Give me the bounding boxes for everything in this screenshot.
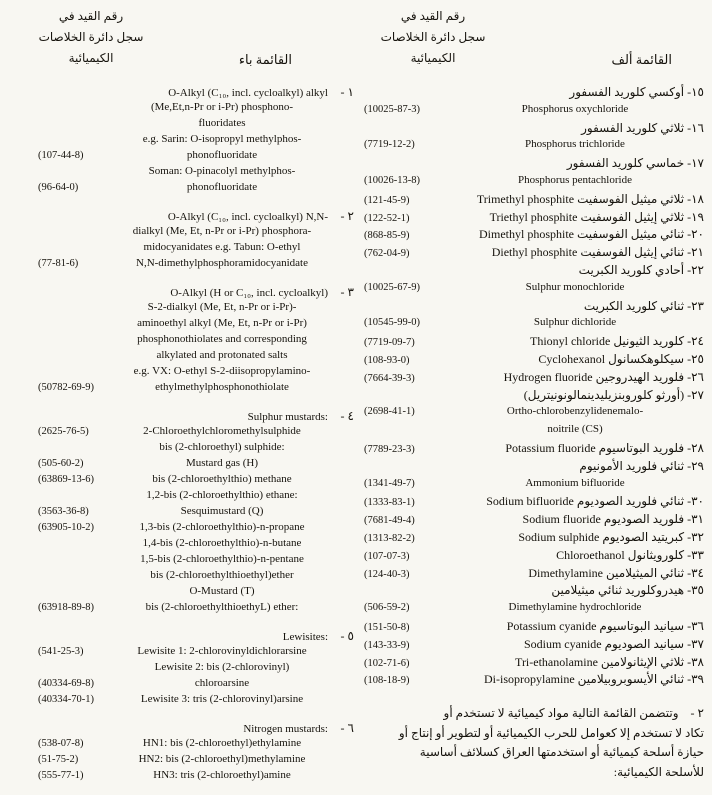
cas-number: (40334-69-8) bbox=[38, 678, 94, 689]
line-text: ٢٠- ثنائي ميثيل الفوسفيت Dimethyl phosphite bbox=[478, 227, 704, 242]
line-text: ٢٢- أحادي كلوريد الكبريت bbox=[578, 262, 704, 277]
entry-line bbox=[358, 637, 706, 655]
cas-number: (151-50-8) bbox=[364, 621, 410, 633]
entry-line bbox=[8, 693, 354, 709]
line-text: bis (2-chloroethylthioethyl)ether bbox=[150, 569, 294, 581]
line-text: ١٦- ثلاثي كلوريد الفسفور bbox=[581, 120, 704, 135]
list-alif-rows bbox=[358, 85, 706, 690]
entry-line bbox=[358, 245, 706, 263]
cas-number: (124-40-3) bbox=[364, 568, 410, 580]
entry-line bbox=[358, 316, 706, 334]
entry-line bbox=[8, 769, 354, 785]
line-text: phosphonothiolates and corresponding bbox=[137, 333, 307, 345]
entry-line bbox=[8, 301, 354, 317]
entry-line bbox=[8, 505, 354, 521]
cas-registry-label-line: الكيميائية bbox=[410, 51, 456, 65]
cas-number: (10545-99-0) bbox=[364, 317, 420, 329]
entry-line bbox=[358, 156, 706, 174]
line-text: (Me,Et,n-Pr or i-Pr) phosphono- bbox=[150, 101, 294, 113]
line-text: HN1: bis (2-chloroethyl)ethylamine bbox=[142, 737, 302, 749]
entry-line bbox=[358, 583, 706, 601]
cas-registry-label-line: الكيميائية bbox=[68, 51, 114, 65]
line-text: e.g. Sarin: O-isopropyl methylphos- bbox=[142, 133, 302, 145]
line-text: 2-Chloroethylchloromethylsulphide bbox=[143, 425, 301, 437]
line-text: O-Alkyl (H or C₁₀, incl. cycloalkyl) bbox=[170, 287, 328, 299]
line-text: Sulphur monochloride bbox=[525, 280, 625, 293]
line-text: Ammonium bifluoride bbox=[525, 476, 625, 489]
line-text: Lewisite 2: bis (2-chlorovinyl) bbox=[154, 661, 290, 673]
entry-line bbox=[8, 521, 354, 537]
entry-number: ١ - bbox=[340, 85, 354, 99]
list-alif-header bbox=[358, 6, 706, 69]
paragraph-item-number: ٢ - bbox=[690, 706, 704, 721]
entry-line bbox=[358, 334, 706, 352]
line-text: 1,3-bis (2-chloroethylthio)-n-propane bbox=[139, 521, 305, 533]
entry-line bbox=[8, 241, 354, 257]
cas-number: (10025-87-3) bbox=[364, 103, 420, 115]
entry-line bbox=[358, 103, 706, 121]
paragraph-line: للأسلحة الكيميائية: bbox=[613, 764, 704, 779]
line-text: ٣٠- ثنائي فلوريد الصوديوم Sodium bifluoride bbox=[486, 494, 704, 509]
cas-registry-label bbox=[368, 6, 498, 69]
entry-line bbox=[358, 672, 706, 690]
column-list-alif bbox=[358, 6, 706, 782]
entry-line bbox=[358, 370, 706, 388]
entry-line bbox=[8, 601, 354, 617]
line-text: ٢٧- (أورثو كلوروبنزيليدينمالونونيتريل) bbox=[523, 387, 704, 402]
line-text: midocyanidates e.g. Tabun: O-ethyl bbox=[143, 241, 301, 253]
entry-line bbox=[358, 388, 706, 406]
cas-number: (762-04-9) bbox=[364, 248, 410, 260]
entry-line bbox=[8, 569, 354, 585]
line-text: bis (2-chloroethylthioethyL) ether: bbox=[145, 601, 299, 613]
line-text: Ortho-chlorobenzylidenemalo- bbox=[506, 405, 644, 418]
line-text: e.g. VX: O-ethyl S-2-diisopropylamino- bbox=[133, 365, 311, 377]
line-text: ethylmethylphosphonothiolate bbox=[155, 381, 289, 393]
line-text: Sulphur mustards: bbox=[247, 411, 328, 423]
cas-number: (538-07-8) bbox=[38, 738, 84, 749]
cas-number: (40334-70-1) bbox=[38, 694, 94, 705]
cas-registry-label-line: سجل دائرة الخلاصات bbox=[38, 30, 144, 44]
entry-line bbox=[358, 281, 706, 299]
cas-registry-label-line: رقم القيد في bbox=[400, 9, 466, 23]
entry-line bbox=[8, 349, 354, 365]
line-text: N,N-dimethylphosphoramidocyanidate bbox=[136, 257, 308, 269]
line-text: fluoridates bbox=[198, 117, 246, 129]
list-alif-title: القائمة ألف bbox=[611, 52, 672, 67]
cas-number: (63918-89-8) bbox=[38, 602, 94, 613]
entry-line bbox=[358, 85, 706, 103]
cas-number: (51-75-2) bbox=[38, 754, 79, 765]
cas-number: (2698-41-1) bbox=[364, 406, 415, 418]
entry-line bbox=[358, 121, 706, 139]
entry-line bbox=[358, 566, 706, 584]
line-text: Phosphorus trichloride bbox=[525, 138, 625, 151]
line-text: 1,4-bis (2-chloroethylthio)-n-butane bbox=[142, 537, 302, 549]
entry-line bbox=[358, 405, 706, 423]
paragraph-line: حيازة أسلحة كيميائية أو استخدمتها العراق كسلائف أساسية bbox=[419, 745, 704, 760]
line-text: 1,2-bis (2-chloroethylthio) ethane: bbox=[146, 489, 298, 501]
entry-line bbox=[358, 619, 706, 637]
cas-registry-label-line: سجل دائرة الخلاصات bbox=[380, 30, 486, 44]
cas-number: (1313-82-2) bbox=[364, 532, 415, 544]
line-text: 1,5-bis (2-chloroethylthio)-n-pentane bbox=[140, 553, 304, 565]
list-ba-title: القائمة باء bbox=[238, 52, 292, 67]
entry-line bbox=[358, 174, 706, 192]
line-text: Phosphorus pentachloride bbox=[518, 173, 632, 186]
entry-line bbox=[358, 263, 706, 281]
line-text: bis (2-chloroethyl) sulphide: bbox=[159, 441, 285, 453]
cas-number: (121-45-9) bbox=[364, 194, 410, 206]
entry-number: ٦ - bbox=[340, 721, 354, 735]
entry-number: ٥ - bbox=[340, 629, 354, 643]
entry-line bbox=[8, 537, 354, 553]
column-list-ba bbox=[8, 6, 354, 785]
entry-line bbox=[8, 85, 354, 101]
line-text: aminoethyl alkyl (Me, Et, n-Pr or i-Pr) bbox=[137, 317, 307, 329]
entry-line bbox=[358, 423, 706, 441]
entry-line bbox=[358, 655, 706, 673]
cas-number: (7664-39-3) bbox=[364, 372, 415, 384]
line-text: ٢٣- ثنائي كلوريد الكبريت bbox=[583, 298, 704, 313]
entry-line bbox=[358, 530, 706, 548]
line-text: Dimethylamine hydrochloride bbox=[508, 601, 642, 614]
entry-line bbox=[8, 317, 354, 333]
line-text: ١٧- خماسي كلوريد الفسفور bbox=[566, 156, 704, 171]
line-text: ٣٨- ثلاثي الإيثانولامين Tri-ethanolamine bbox=[515, 654, 704, 669]
paragraph-line: تكاد لا تستخدم إلا كعوامل للحرب الكيميائية أو لتطوير أو إنتاج أو bbox=[398, 725, 704, 740]
line-text: bis (2-chloroethylthio) methane bbox=[152, 473, 292, 485]
line-text: phonofluoridate bbox=[186, 181, 258, 193]
cas-number: (1341-49-7) bbox=[364, 477, 415, 489]
line-text: O-Alkyl (C₁₀, incl. cycloalkyl) alkyl bbox=[168, 87, 328, 99]
cas-number: (96-64-0) bbox=[38, 182, 79, 193]
list-ba-rows bbox=[8, 85, 354, 785]
entry-line bbox=[8, 677, 354, 693]
entry-line bbox=[8, 333, 354, 349]
line-text: ٢٦- فلوريد الهيدروجين Hydrogen fluoride bbox=[503, 369, 704, 384]
cas-number: (122-52-1) bbox=[364, 212, 410, 224]
entry-line bbox=[8, 489, 354, 505]
entry-line bbox=[8, 117, 354, 133]
cas-number: (555-77-1) bbox=[38, 770, 84, 781]
line-text: ٣٦- سيانيد البوتاسيوم Potassium cyanide bbox=[506, 618, 704, 633]
entry-line bbox=[8, 165, 354, 181]
entry-number: ٤ - bbox=[340, 409, 354, 423]
line-text: HN2: bis (2-chloroethyl)methylamine bbox=[138, 753, 306, 765]
entry-line bbox=[8, 721, 354, 737]
entry-line bbox=[358, 512, 706, 530]
entry-line bbox=[8, 585, 354, 601]
line-text: O-Alkyl (C₁₀, incl. cycloalkyl) N,N- bbox=[167, 211, 328, 223]
entry-line bbox=[8, 381, 354, 397]
line-text: Phosphorus oxychloride bbox=[521, 102, 629, 115]
entry-line bbox=[8, 225, 354, 241]
entry-line bbox=[8, 441, 354, 457]
entry-line bbox=[8, 457, 354, 473]
entry-line bbox=[358, 548, 706, 566]
entry-line bbox=[8, 209, 354, 225]
entry-line bbox=[8, 181, 354, 197]
entry-line bbox=[358, 138, 706, 156]
entry-line bbox=[358, 477, 706, 495]
line-text: S-2-dialkyl (Me, Et, n-Pr or i-Pr)- bbox=[147, 301, 297, 313]
entry-line bbox=[358, 459, 706, 477]
line-text: ٣٥- هيدروكلوريد ثنائي ميثيلامين bbox=[551, 583, 704, 598]
line-text: O-Mustard (T) bbox=[189, 585, 255, 597]
cas-number: (10025-67-9) bbox=[364, 281, 420, 293]
line-text: ٣٧- سيانيد الصوديوم Sodium cyanide bbox=[523, 636, 704, 651]
line-text: Lewisite 3: tris (2-chlorovinyl)arsine bbox=[140, 693, 304, 705]
line-text: HN3: tris (2-chloroethyl)amine bbox=[153, 769, 291, 781]
line-text: ٣٣- كلورويثانول Chloroethanol bbox=[556, 547, 704, 562]
line-text: Sesquimustard (Q) bbox=[180, 505, 264, 517]
cas-number: (108-18-9) bbox=[364, 675, 410, 687]
entry-line bbox=[8, 101, 354, 117]
cas-number: (3563-36-8) bbox=[38, 506, 89, 517]
entry-line bbox=[8, 365, 354, 381]
entry-line bbox=[8, 257, 354, 273]
entry-line bbox=[8, 409, 354, 425]
cas-number: (7719-09-7) bbox=[364, 337, 415, 349]
entry-line bbox=[358, 299, 706, 317]
line-text: ٣١- فلوريد الصوديوم Sodium fluoride bbox=[522, 512, 704, 527]
cas-number: (868-85-9) bbox=[364, 230, 410, 242]
line-text: ٣٩- ثنائي الأيسوبروبيلامين Di-isopropylamine bbox=[484, 672, 704, 687]
entry-line bbox=[8, 473, 354, 489]
line-text: Lewisite 1: 2-chlorovinyldichlorarsine bbox=[137, 645, 307, 657]
entry-line bbox=[358, 227, 706, 245]
line-text: noitrile (CS) bbox=[547, 423, 603, 436]
cas-number: (506-59-2) bbox=[364, 602, 410, 614]
line-text: Soman: O-pinacolyl methylphos- bbox=[148, 165, 296, 177]
entry-line bbox=[8, 661, 354, 677]
cas-number: (107-07-3) bbox=[364, 550, 410, 562]
line-text: Lewisites: bbox=[282, 631, 328, 643]
cas-number: (7719-12-2) bbox=[364, 139, 415, 151]
entry-line bbox=[358, 441, 706, 459]
list-ba-header bbox=[8, 6, 354, 69]
entry-line bbox=[358, 352, 706, 370]
closing-paragraph bbox=[358, 704, 706, 782]
entry-line bbox=[8, 553, 354, 569]
line-text: Nitrogen mustards: bbox=[243, 723, 328, 735]
line-text: ٢٨- فلوريد البوتاسيوم Potassium fluoride bbox=[505, 440, 704, 455]
line-text: Sulphur dichloride bbox=[533, 316, 617, 329]
cas-number: (2625-76-5) bbox=[38, 426, 89, 437]
entry-line bbox=[8, 285, 354, 301]
cas-number: (108-93-0) bbox=[364, 354, 410, 366]
entry-number: ٣ - bbox=[340, 285, 354, 299]
cas-number: (63869-13-6) bbox=[38, 474, 94, 485]
line-text: ٢٩- ثنائي فلوريد الأمونيوم bbox=[579, 458, 704, 473]
line-text: dialkyl (Me, Et, n-Pr or i-Pr) phosphora- bbox=[132, 225, 312, 237]
line-text: Mustard gas (H) bbox=[185, 457, 259, 469]
line-text: ٢١- ثنائي إيثيل الفوسفيت Diethyl phosphite bbox=[491, 245, 704, 260]
entry-line bbox=[8, 737, 354, 753]
cas-number: (143-33-9) bbox=[364, 639, 410, 651]
entry-line bbox=[358, 192, 706, 210]
cas-registry-label bbox=[26, 6, 156, 69]
line-text: ١٨- ثلاثي ميثيل الفوسفيت Trimethyl phosphite bbox=[476, 191, 704, 206]
line-text: ٢٤- كلوريد الثيونيل Thionyl chloride bbox=[529, 334, 704, 349]
entry-line bbox=[8, 753, 354, 769]
cas-number: (7681-49-4) bbox=[364, 515, 415, 527]
cas-number: (10026-13-8) bbox=[364, 174, 420, 186]
entry-line bbox=[8, 645, 354, 661]
cas-number: (541-25-3) bbox=[38, 646, 84, 657]
line-text: ٣٢- كبريتيد الصوديوم Sodium sulphide bbox=[518, 529, 704, 544]
cas-number: (505-60-2) bbox=[38, 458, 84, 469]
entry-line bbox=[358, 210, 706, 228]
line-text: ١٥- أوكسي كلوريد الفسفور bbox=[569, 85, 704, 99]
cas-number: (77-81-6) bbox=[38, 258, 79, 269]
entry-line bbox=[8, 425, 354, 441]
entry-line bbox=[8, 149, 354, 165]
entry-number: ٢ - bbox=[340, 209, 354, 223]
cas-number: (7789-23-3) bbox=[364, 443, 415, 455]
cas-number: (102-71-6) bbox=[364, 657, 410, 669]
line-text: chloroarsine bbox=[194, 677, 250, 689]
cas-number: (50782-69-9) bbox=[38, 382, 94, 393]
entry-line bbox=[358, 601, 706, 619]
line-text: phonofluoridate bbox=[186, 149, 258, 161]
entry-line bbox=[8, 133, 354, 149]
entry-line bbox=[8, 629, 354, 645]
line-text: ٣٤- ثنائي الميثيلامين Dimethylamine bbox=[528, 565, 704, 580]
cas-number: (107-44-8) bbox=[38, 150, 84, 161]
cas-number: (1333-83-1) bbox=[364, 497, 415, 509]
line-text: alkylated and protonated salts bbox=[156, 349, 288, 361]
paragraph-line: ٢ -وتتضمن القائمة التالية مواد كيميائية لا تستخدم أو bbox=[443, 706, 704, 721]
line-text: ١٩- ثلاثي إيثيل الفوسفيت Triethyl phosphite bbox=[489, 209, 704, 224]
cas-registry-label-line: رقم القيد في bbox=[58, 9, 124, 23]
line-text: ٢٥- سيكلوهكسانول Cyclohexanol bbox=[538, 351, 704, 366]
entry-line bbox=[358, 494, 706, 512]
cas-number: (63905-10-2) bbox=[38, 522, 94, 533]
